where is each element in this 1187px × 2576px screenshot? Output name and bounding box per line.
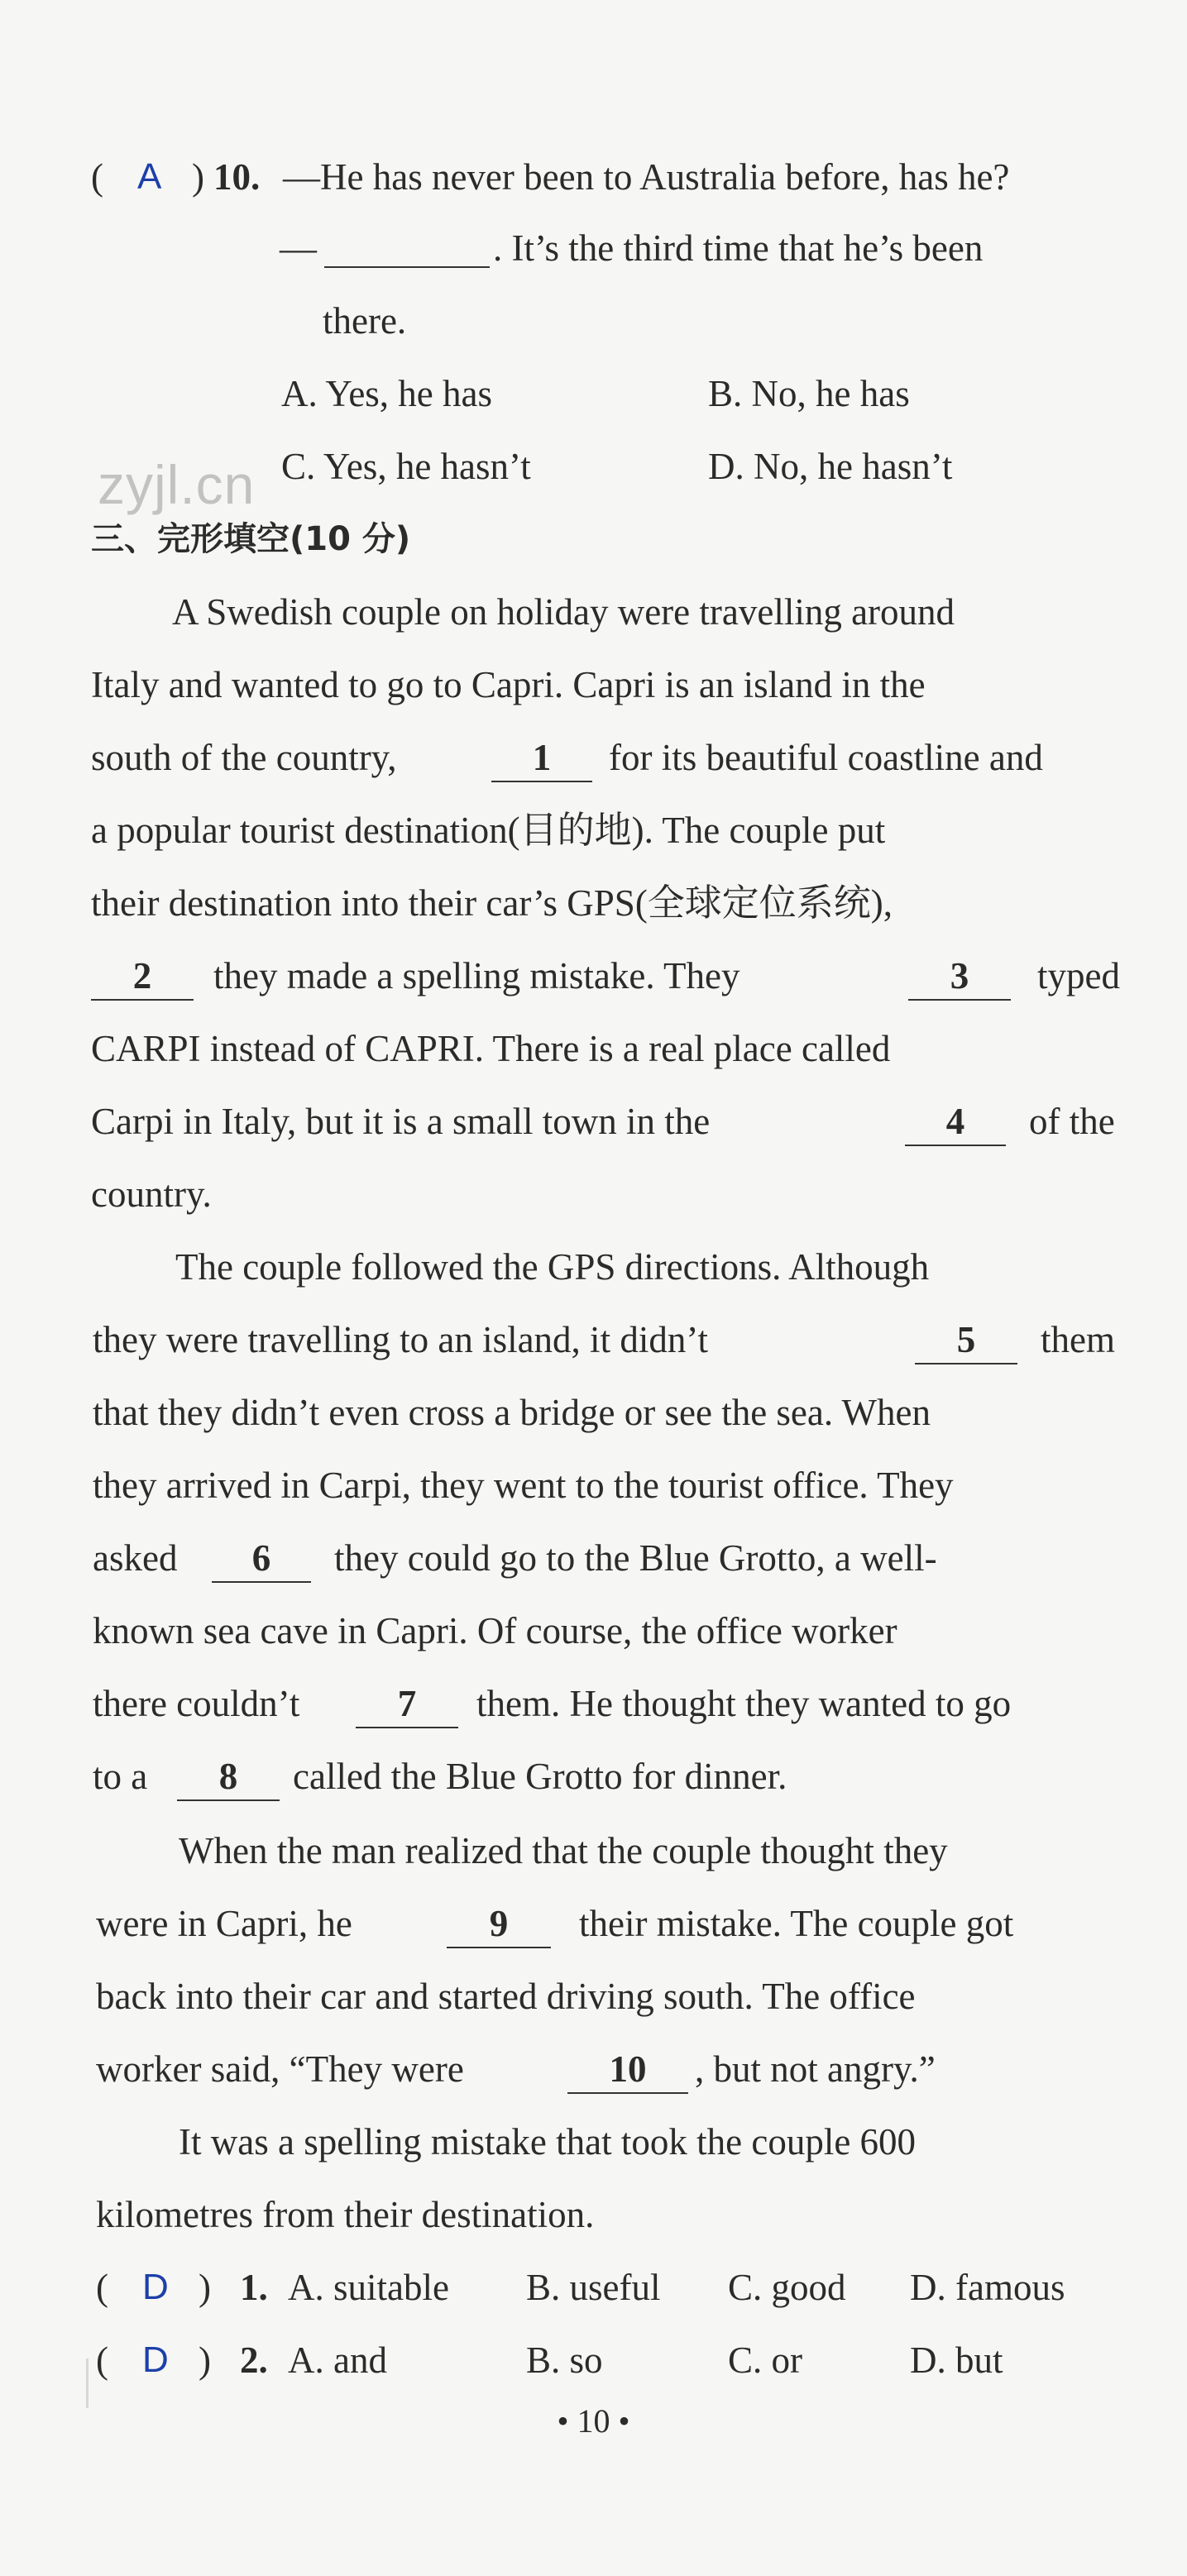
blank-5: 5 — [915, 1317, 1017, 1364]
passage-text: they arrived in Carpi, they went to the tourist office. They — [93, 1465, 954, 1506]
question-text: . It’s the third time that he’s been — [493, 227, 984, 269]
paren-close: ) — [192, 156, 204, 198]
passage-text: they could go to the Blue Grotto, a well- — [334, 1537, 937, 1579]
answer-q10: A — [137, 156, 162, 197]
passage-text: , but not angry.” — [695, 2048, 936, 2090]
option-d: D. No, he hasn’t — [708, 446, 953, 487]
passage-text: of the — [1029, 1101, 1115, 1142]
passage-text: The couple followed the GPS directions. Although — [175, 1246, 930, 1288]
paren-open: ( — [91, 156, 103, 198]
watermark: zyjl.cn — [98, 454, 256, 515]
blank-9: 9 — [447, 1900, 551, 1948]
passage-text: country. — [91, 1173, 212, 1215]
passage-text: their mistake. The couple got — [579, 1903, 1014, 1944]
paren-close: ) — [199, 2339, 211, 2381]
passage-text: their destination into their car’s GPS(全球定位系统), — [91, 882, 893, 924]
margin-rule — [86, 2359, 89, 2408]
question-text: —He has never been to Australia before, has he? — [283, 156, 1010, 198]
passage-text: asked — [93, 1537, 178, 1579]
answer-q2: D — [142, 2339, 169, 2380]
passage-text: Carpi in Italy, but it is a small town in the — [91, 1101, 711, 1142]
passage-text: there couldn’t — [93, 1683, 300, 1724]
passage-text: called the Blue Grotto for dinner. — [293, 1756, 787, 1797]
blank-7: 7 — [356, 1680, 458, 1728]
passage-text: back into their car and started driving south. The office — [96, 1976, 916, 2017]
paren-close: ) — [199, 2267, 211, 2308]
passage-text: It was a spelling mistake that took the couple 600 — [179, 2121, 917, 2163]
page-number: • 10 • — [557, 2402, 630, 2440]
passage-text: worker said, “They were — [96, 2048, 464, 2090]
passage-text: they made a spelling mistake. They — [213, 955, 740, 996]
option-b: B. No, he has — [708, 373, 910, 414]
passage-text: that they didn’t even cross a bridge or see the sea. When — [93, 1392, 931, 1433]
question-number: 1. — [240, 2267, 268, 2308]
passage-text: to a — [93, 1756, 148, 1797]
blank-6: 6 — [212, 1535, 311, 1583]
blank-8: 8 — [177, 1753, 280, 1801]
blank-4: 4 — [905, 1098, 1006, 1146]
option-c: C. Yes, he hasn’t — [281, 446, 531, 487]
option-d: D. but — [910, 2339, 1003, 2381]
blank-1: 1 — [491, 734, 592, 782]
answer-blank — [324, 225, 490, 268]
option-c: C. good — [728, 2267, 846, 2308]
question-number: 10. — [213, 156, 261, 198]
passage-text: CARPI instead of CAPRI. There is a real place called — [91, 1028, 891, 1069]
blank-3: 3 — [908, 953, 1011, 1001]
dash: — — [280, 227, 317, 269]
passage-text: Italy and wanted to go to Capri. Capri is an island in the — [91, 664, 926, 705]
option-a: A. Yes, he has — [281, 373, 493, 414]
option-a: A. and — [288, 2339, 387, 2381]
option-a: A. suitable — [288, 2267, 449, 2308]
option-b: B. so — [526, 2339, 603, 2381]
question-number: 2. — [240, 2339, 268, 2381]
question-text: there. — [323, 300, 407, 342]
option-c: C. or — [728, 2339, 802, 2381]
blank-10: 10 — [567, 2046, 688, 2094]
option-d: D. famous — [910, 2267, 1065, 2308]
passage-text: them. He thought they wanted to go — [476, 1683, 1012, 1724]
passage-text: were in Capri, he — [96, 1903, 352, 1944]
option-b: B. useful — [526, 2267, 661, 2308]
passage-text: they were travelling to an island, it didn’t — [93, 1319, 708, 1360]
passage-text: When the man realized that the couple thought they — [179, 1830, 948, 1871]
answer-q1: D — [142, 2267, 169, 2307]
passage-text: typed — [1037, 955, 1120, 996]
passage-text: for its beautiful coastline and — [609, 737, 1043, 778]
paren-open: ( — [96, 2267, 108, 2308]
passage-text: A Swedish couple on holiday were travelling around — [172, 591, 955, 633]
paren-open: ( — [96, 2339, 108, 2381]
section-title: 三、完形填空(10 分) — [91, 520, 411, 558]
blank-2: 2 — [91, 953, 194, 1001]
passage-text: a popular tourist destination(目的地). The couple put — [91, 810, 886, 851]
passage-text: south of the country, — [91, 737, 397, 778]
passage-text: known sea cave in Capri. Of course, the office worker — [93, 1610, 897, 1651]
passage-text: kilometres from their destination. — [96, 2194, 595, 2235]
passage-text: them — [1041, 1319, 1115, 1360]
